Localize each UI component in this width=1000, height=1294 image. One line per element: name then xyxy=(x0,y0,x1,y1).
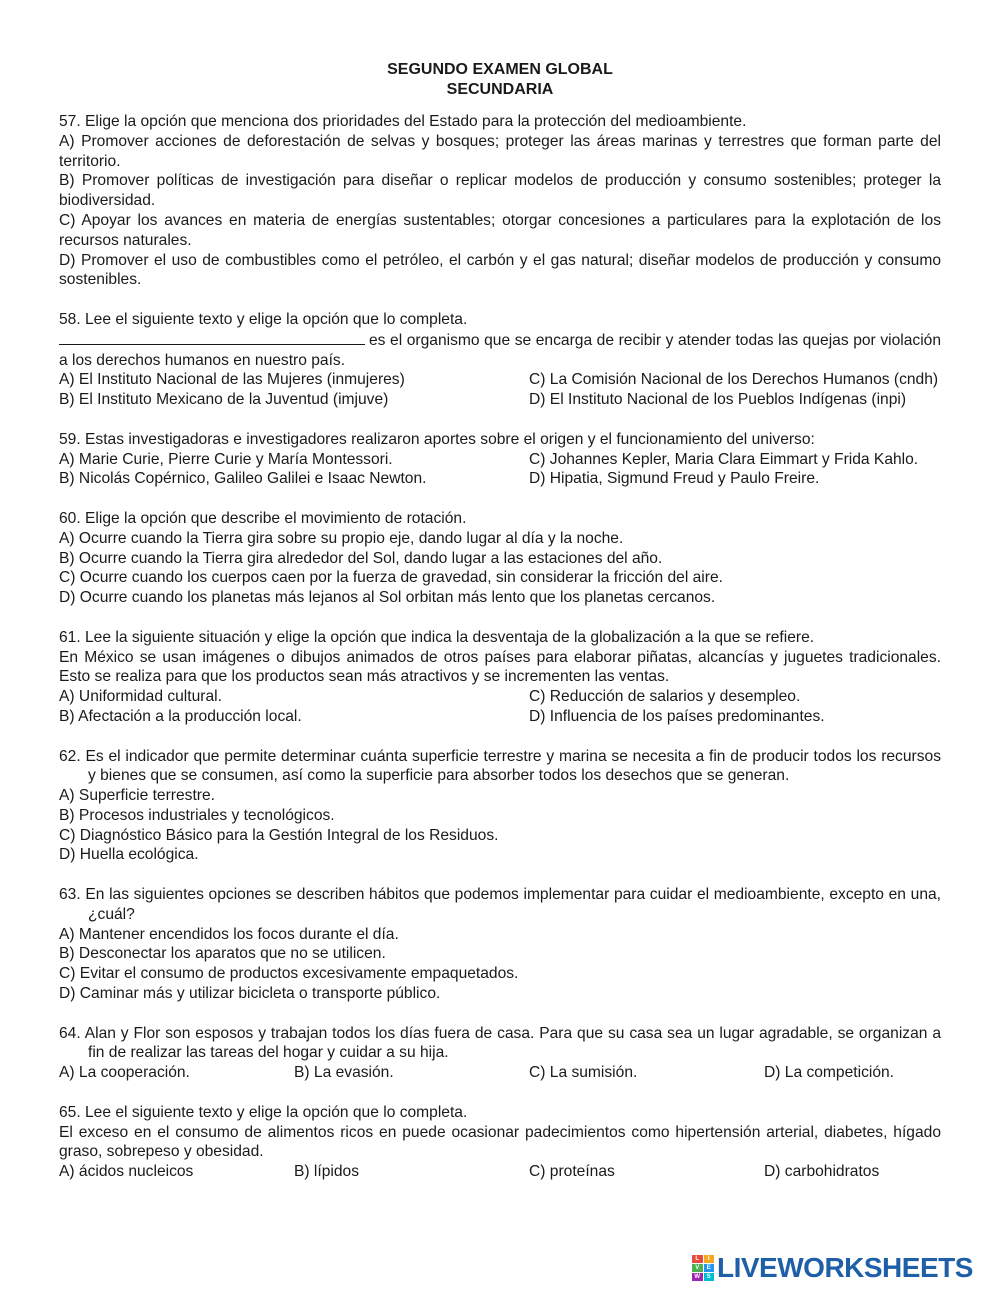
exam-title: SEGUNDO EXAMEN GLOBAL xyxy=(387,61,613,78)
question-59 xyxy=(59,430,941,489)
question-61-option-d[interactable]: D) Influencia de los países predominantes. xyxy=(529,707,825,725)
question-60-stem: 60. Elige la opción que describe el movimiento de rotación. xyxy=(59,509,467,527)
question-62-option-c[interactable]: C) Diagnóstico Básico para la Gestión Integral de los Residuos. xyxy=(59,826,499,844)
question-57-option-c[interactable]: C) Apoyar los avances en materia de energías sustentables; otorgar concesiones a particulares para la explotación de los recursos naturales. xyxy=(59,211,941,249)
question-58-option-a[interactable]: A) El Instituto Nacional de las Mujeres (inmujeres) xyxy=(59,371,405,389)
logo-tile-icon: I xyxy=(704,1255,715,1263)
question-61-text: En México se usan imágenes o dibujos animados de otros países para elaborar piñatas, alcancías y juguetes tradicionales. Esto se realiza para que los productos sean más atractivos y se incrementen las ventas. xyxy=(59,648,941,686)
question-61-option-b[interactable]: B) Afectación a la producción local. xyxy=(59,707,302,725)
question-65-stem: 65. Lee el siguiente texto y elige la opción que lo completa. xyxy=(59,1103,468,1121)
question-59-option-c[interactable]: C) Johannes Kepler, Maria Clara Eimmart y Frida Kahlo. xyxy=(529,450,919,468)
question-57-option-b[interactable]: B) Promover políticas de investigación para diseñar o replicar modelos de producción y consumo sostenibles; proteger la biodiversidad. xyxy=(59,172,941,210)
question-58-option-c[interactable]: C) La Comisión Nacional de los Derechos Humanos (cndh) xyxy=(529,371,939,389)
question-65 xyxy=(59,1103,941,1182)
question-63 xyxy=(59,885,941,1004)
question-57-option-d[interactable]: D) Promover el uso de combustibles como el petróleo, el carbón y el gas natural; diseñar modelos de producción y consumo sostenibles. xyxy=(59,251,941,289)
question-64-options xyxy=(59,1063,941,1083)
question-59-option-a[interactable]: A) Marie Curie, Pierre Curie y María Montessori. xyxy=(59,450,393,468)
question-64-option-a[interactable]: A) La cooperación. xyxy=(59,1064,190,1082)
question-60-option-c[interactable]: C) Ocurre cuando los cuerpos caen por la fuerza de gravedad, sin considerar la fricción del aire. xyxy=(59,569,723,587)
question-58-passage xyxy=(59,330,941,371)
question-64-stem: 64. Alan y Flor son esposos y trabajan todos los días fuera de casa. Para que su casa sea un lugar agradable, se organizan a fin de realizar las tareas del hogar y cuidar a su hija. xyxy=(59,1024,941,1062)
liveworksheets-brand: LIVEWORKSHEETS xyxy=(717,1252,973,1283)
question-60-option-b[interactable]: B) Ocurre cuando la Tierra gira alrededor del Sol, dando lugar a las estaciones del año. xyxy=(59,549,663,567)
question-63-option-d[interactable]: D) Caminar más y utilizar bicicleta o transporte público. xyxy=(59,985,441,1003)
question-57 xyxy=(59,112,941,290)
question-61-stem: 61. Lee la siguiente situación y elige la opción que indica la desventaja de la globalización a la que se refiere. xyxy=(59,628,815,646)
worksheet-header xyxy=(59,60,941,100)
question-62 xyxy=(59,747,941,866)
question-62-option-a[interactable]: A) Superficie terrestre. xyxy=(59,787,215,805)
question-65-text: El exceso en el consumo de alimentos ricos en puede ocasionar padecimientos como hipertensión arterial, diabetes, hígado graso, sobrepeso y obesidad. xyxy=(59,1123,941,1161)
question-58-option-b[interactable]: B) El Instituto Mexicano de la Juventud (imjuve) xyxy=(59,391,389,409)
question-58-option-d[interactable]: D) El Instituto Nacional de los Pueblos Indígenas (inpi) xyxy=(529,391,907,409)
question-57-option-a[interactable]: A) Promover acciones de deforestación de selvas y bosques; proteger las áreas marinas y terrestres que forman parte del territorio. xyxy=(59,132,941,170)
exam-level: SECUNDARIA xyxy=(446,81,554,98)
question-64-option-d[interactable]: D) La competición. xyxy=(764,1064,895,1082)
question-58-text: es el organismo que se encarga de recibir y atender todas las quejas por violación a los derechos humanos en nuestro país. xyxy=(59,331,941,369)
worksheet-page xyxy=(59,60,941,1202)
question-62-option-b[interactable]: B) Procesos industriales y tecnológicos. xyxy=(59,806,335,824)
question-60-option-d[interactable]: D) Ocurre cuando los planetas más lejanos al Sol orbitan más lento que los planetas cercanos. xyxy=(59,589,716,607)
question-63-stem: 63. En las siguientes opciones se describen hábitos que podemos implementar para cuidar el medioambiente, excepto en una, ¿cuál? xyxy=(59,886,941,923)
question-61-option-c[interactable]: C) Reducción de salarios y desempleo. xyxy=(529,688,801,706)
question-65-option-c[interactable]: C) proteínas xyxy=(529,1163,615,1181)
question-60-option-a[interactable]: A) Ocurre cuando la Tierra gira sobre su propio eje, dando lugar al día y la noche. xyxy=(59,529,624,547)
question-58-options xyxy=(59,370,941,410)
question-61-option-a[interactable]: A) Uniformidad cultural. xyxy=(59,688,222,706)
question-58 xyxy=(59,310,941,410)
answer-blank[interactable] xyxy=(59,330,365,345)
question-59-options xyxy=(59,450,941,490)
question-65-option-b[interactable]: B) lípidos xyxy=(294,1163,360,1181)
question-63-option-b[interactable]: B) Desconectar los aparatos que no se utilicen. xyxy=(59,945,386,963)
question-62-stem: 62. Es el indicador que permite determinar cuánta superficie terrestre y marina se necesita a fin de producir todos los recursos y bienes que se consumen, así como la superficie para absorber todos los desechos que se generan. xyxy=(59,747,941,785)
question-62-option-d[interactable]: D) Huella ecológica. xyxy=(59,846,199,864)
question-64-option-b[interactable]: B) La evasión. xyxy=(294,1064,394,1082)
question-63-option-c[interactable]: C) Evitar el consumo de productos excesivamente empaquetados. xyxy=(59,965,519,983)
logo-tile-icon: E xyxy=(704,1264,715,1272)
question-65-options xyxy=(59,1162,941,1182)
liveworksheets-logo-icon xyxy=(692,1255,714,1281)
question-59-option-d[interactable]: D) Hipatia, Sigmund Freud y Paulo Freire. xyxy=(529,470,820,488)
question-59-option-b[interactable]: B) Nicolás Copérnico, Galileo Galilei e Isaac Newton. xyxy=(59,470,427,488)
question-57-stem: 57. Elige la opción que menciona dos prioridades del Estado para la protección del medioambiente. xyxy=(59,113,747,130)
question-58-stem: 58. Lee el siguiente texto y elige la opción que lo completa. xyxy=(59,310,468,328)
question-60 xyxy=(59,509,941,608)
logo-tile-icon: L xyxy=(692,1255,703,1263)
logo-tile-icon: S xyxy=(704,1273,715,1281)
question-65-option-d[interactable]: D) carbohidratos xyxy=(764,1163,880,1181)
question-63-option-a[interactable]: A) Mantener encendidos los focos durante el día. xyxy=(59,925,399,943)
question-59-stem: 59. Estas investigadoras e investigadores realizaron aportes sobre el origen y el funcionamiento del universo: xyxy=(59,430,815,448)
question-61 xyxy=(59,628,941,727)
question-61-options xyxy=(59,687,941,727)
logo-tile-icon: V xyxy=(692,1264,703,1272)
question-65-option-a[interactable]: A) ácidos nucleicos xyxy=(59,1163,194,1181)
logo-tile-icon: W xyxy=(692,1273,703,1281)
question-64-option-c[interactable]: C) La sumisión. xyxy=(529,1064,638,1082)
question-64 xyxy=(59,1024,941,1083)
liveworksheets-logo xyxy=(692,1252,973,1284)
